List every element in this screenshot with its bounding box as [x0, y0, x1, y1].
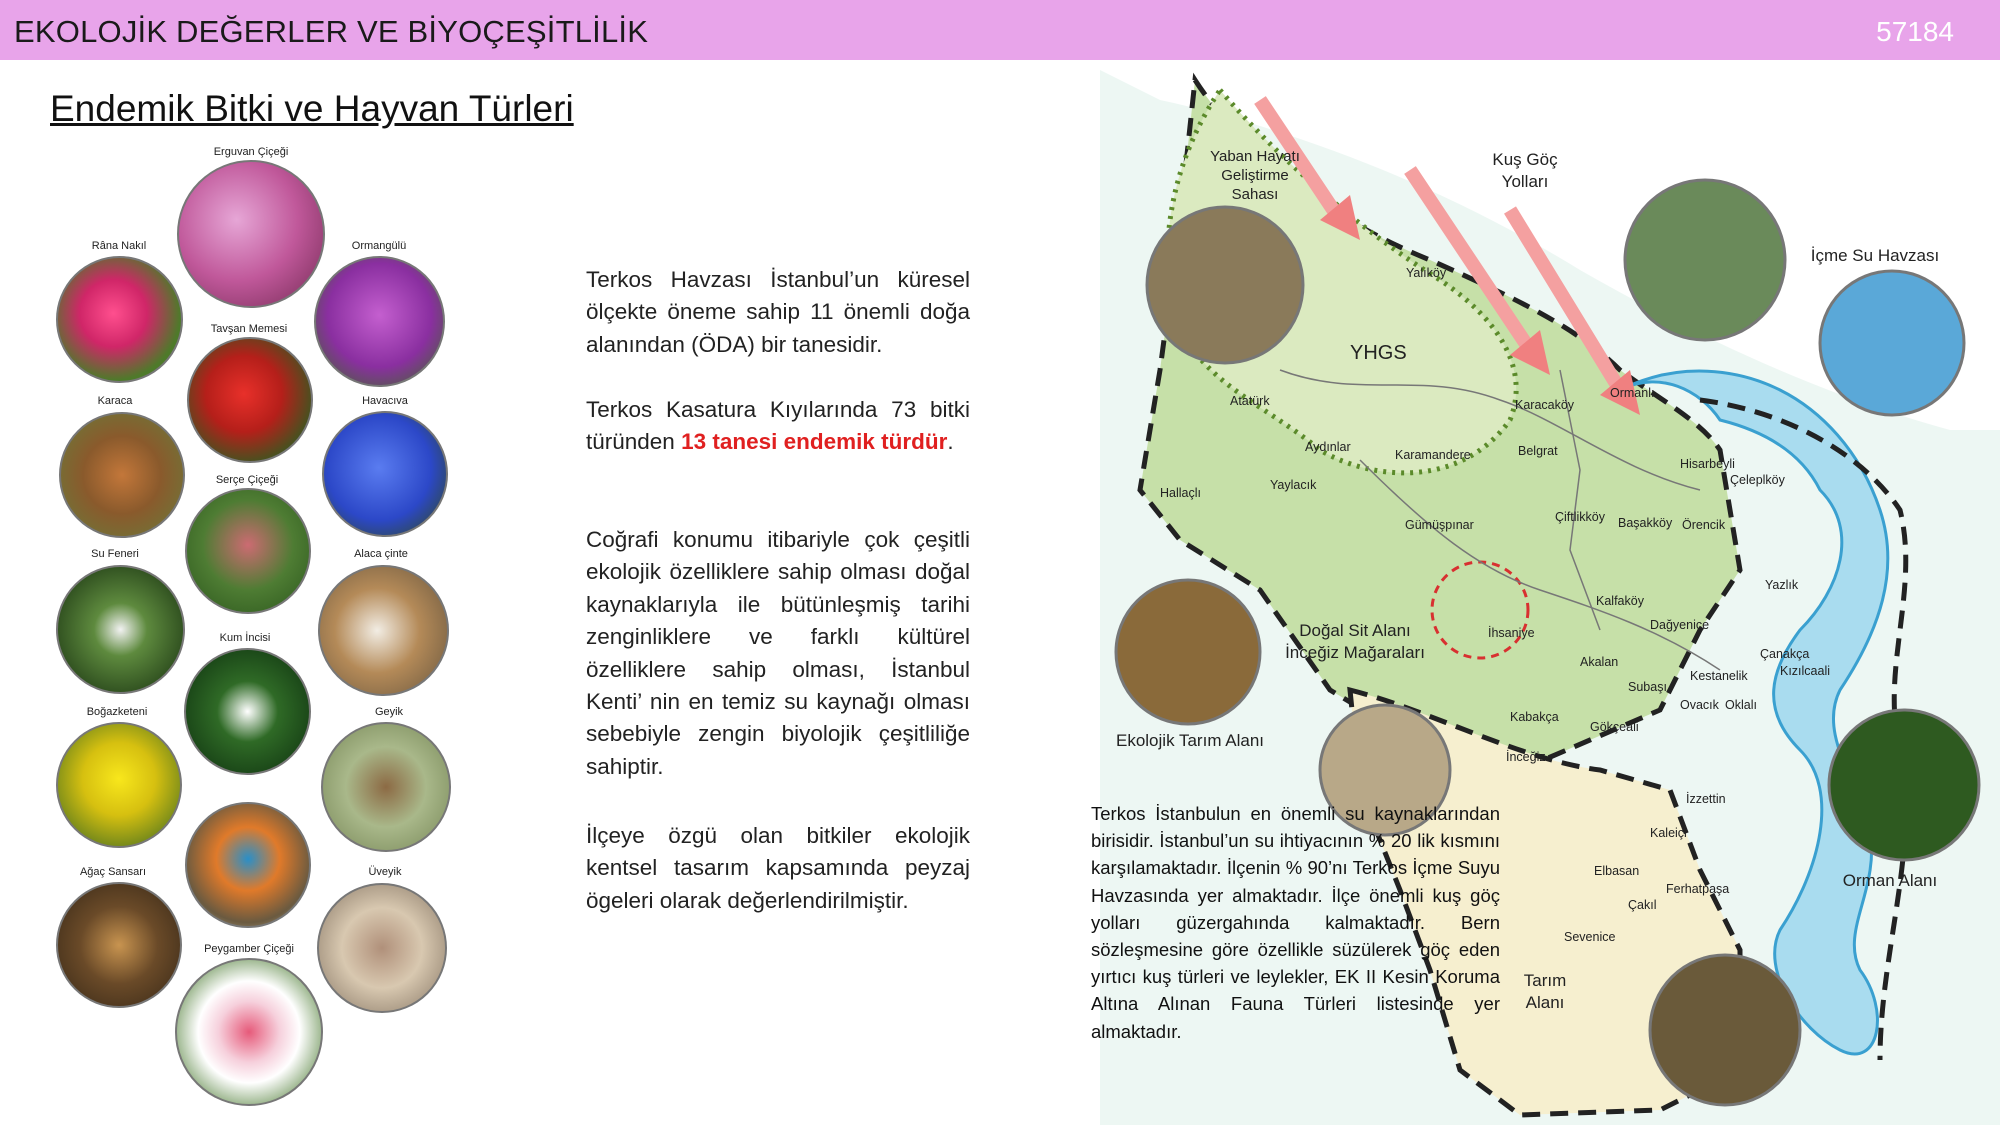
species-photo [59, 412, 185, 538]
species-label: Erguvan Çiçeği [213, 146, 289, 158]
village-label: Aydınlar [1305, 440, 1351, 454]
species-label: Karaca [97, 395, 133, 407]
species-photo [187, 337, 313, 463]
village-label: Ormanlı [1610, 386, 1655, 400]
village-label: Kestanelik [1690, 669, 1748, 683]
village-label: Sevenice [1564, 930, 1616, 944]
species-photo [177, 160, 325, 308]
village-label: Elbasan [1594, 864, 1640, 878]
village-label: Yaylacık [1270, 478, 1317, 492]
village-label: Dağyenice [1650, 618, 1710, 632]
species-photo [317, 883, 447, 1013]
village-label: Hallaçlı [1160, 486, 1201, 500]
village-label: İzzettin [1686, 792, 1726, 806]
terkos-description: Terkos İstanbulun en önemli su kaynaklarından birisidir. İstanbul’un su ihtiyacının % 20 lik kısmını karşılamaktadır. İlçenin % 90’nı Terkos İçme Suyu Havzasında yer almaktadır. İlçe önemli kuş göç yolları güzergahında kalmaktadır. Bern sözleşmesine göre özellikle süzülerek göç eden yırtıcı kuş türleri ve leylekler, EK II Kesin Koruma Altına Alınan Fauna Türleri listesinde yer almaktadır. [1091, 803, 1500, 1042]
species-label: Alaca çinte [354, 548, 408, 560]
species-label: Su Feneri [91, 548, 139, 560]
village-label: Ferhatpaşa [1666, 882, 1730, 896]
village-label: Hisarbeyli [1680, 457, 1735, 471]
village-label: Subaşı [1628, 680, 1667, 694]
species-label: Kum İncisi [219, 632, 271, 644]
species-photo [318, 565, 449, 696]
species-label: Havacıva [362, 395, 408, 407]
endemic-highlight: 13 tanesi endemik türdür [681, 429, 948, 455]
species-label: Peygamber Çiçeği [204, 943, 294, 955]
paragraph-oda: Terkos Havzası İstanbul’un küresel ölçekte öneme sahip 11 önemli doğa alanından (ÖDA) bir tanesidir. [586, 267, 970, 357]
village-label: Belgrat [1518, 444, 1558, 458]
village-label: Kabakça [1510, 710, 1559, 724]
village-label: Gökçeali [1590, 720, 1639, 734]
paragraph-endemic-text: Terkos Kasatura Kıyılarında 73 bitki türünden [586, 397, 970, 455]
species-photo [185, 802, 311, 928]
species-label: Serçe Çiçeği [215, 474, 279, 486]
species-label: Boğazketeni [86, 706, 148, 718]
callout-water: İçme Su Havzası [1810, 246, 1940, 265]
village-label: Yazlık [1765, 578, 1799, 592]
species-photo [56, 722, 182, 848]
yhgs-label: YHGS [1350, 342, 1407, 364]
header-bar [0, 0, 2000, 60]
village-label: Örencik [1682, 518, 1726, 532]
page-title: EKOLOJİK DEĞERLER VE BİYOÇEŞİTLİLİK [14, 14, 649, 49]
callout-farm: Tarım Alanı [1523, 971, 1567, 1012]
species-label: Üveyik [368, 866, 402, 878]
species-photo [56, 565, 185, 694]
callout-wildlife: Yaban Hayatı Geliştirme Sahası [1210, 148, 1300, 203]
village-label: Çakıl [1628, 898, 1657, 912]
callout-natural-site: Doğal Sit Alanı İnceğiz Mağaraları [1285, 621, 1425, 662]
village-label: Başakköy [1618, 516, 1673, 530]
village-label: Kaleiçi [1650, 826, 1687, 840]
species-label: Ormangülü [351, 240, 407, 252]
village-label: Çeleplköy [1730, 473, 1785, 487]
village-label: Kızılcaali [1780, 664, 1831, 678]
village-label: Oklalı [1725, 698, 1757, 712]
village-label: Çanakça [1760, 647, 1810, 661]
village-label: İnceğiz [1506, 750, 1546, 764]
village-label: Atatürk [1230, 394, 1270, 408]
callout-forest: Orman Alanı [1842, 871, 1938, 890]
village-label: Yalıköy [1406, 266, 1447, 280]
species-label: Ağaç Sansarı [79, 866, 147, 878]
species-label: Râna Nakıl [91, 240, 147, 252]
section-subtitle: Endemik Bitki ve Hayvan Türleri [50, 88, 574, 129]
species-photo [185, 488, 311, 614]
species-photo [321, 722, 451, 852]
species-photo [322, 411, 448, 537]
village-label: Gümüşpınar [1405, 518, 1474, 532]
paragraph-geography: Coğrafi konumu itibariyle çok çeşitli ekolojik özelliklere sahip olması doğal kaynaklarıyla ile bütünleşmiş tarihi zenginliklere ve farklı kültürel özelliklere sahip olması, İstanbul Kenti’ nin en temiz su kaynağı olması sebebiyle zengin biyolojik çeşitliliğe sahiptir. [586, 527, 970, 779]
village-label: Çiftlikköy [1555, 510, 1606, 524]
species-photo [56, 256, 183, 383]
species-label: Geyik [374, 706, 404, 718]
paragraph-landscape: İlçeye özgü olan bitkiler ekolojik kentsel tasarım kapsamında peyzaj ögeleri olarak değerlendirilmiştir. [586, 823, 970, 913]
species-photo [314, 256, 445, 387]
paragraph-endemic [586, 394, 970, 459]
village-label: İhsaniye [1488, 626, 1535, 640]
paragraph-endemic-end: . [947, 429, 954, 455]
village-label: Akalan [1580, 655, 1619, 669]
village-label: Kalfaköy [1596, 594, 1644, 608]
village-label: Ovacık [1680, 698, 1719, 712]
species-label: Tavşan Memesi [210, 323, 288, 335]
village-label: Karacaköy [1515, 398, 1575, 412]
species-photo [56, 882, 182, 1008]
village-label: Karamandere [1395, 448, 1471, 462]
callout-eco-farm: Ekolojik Tarım Alanı [1115, 731, 1265, 750]
page-number: 57184 [1876, 16, 1954, 47]
callout-bird: Kuş Göç Yolları [1492, 150, 1558, 191]
species-photo [175, 958, 323, 1106]
species-photo [184, 648, 311, 775]
